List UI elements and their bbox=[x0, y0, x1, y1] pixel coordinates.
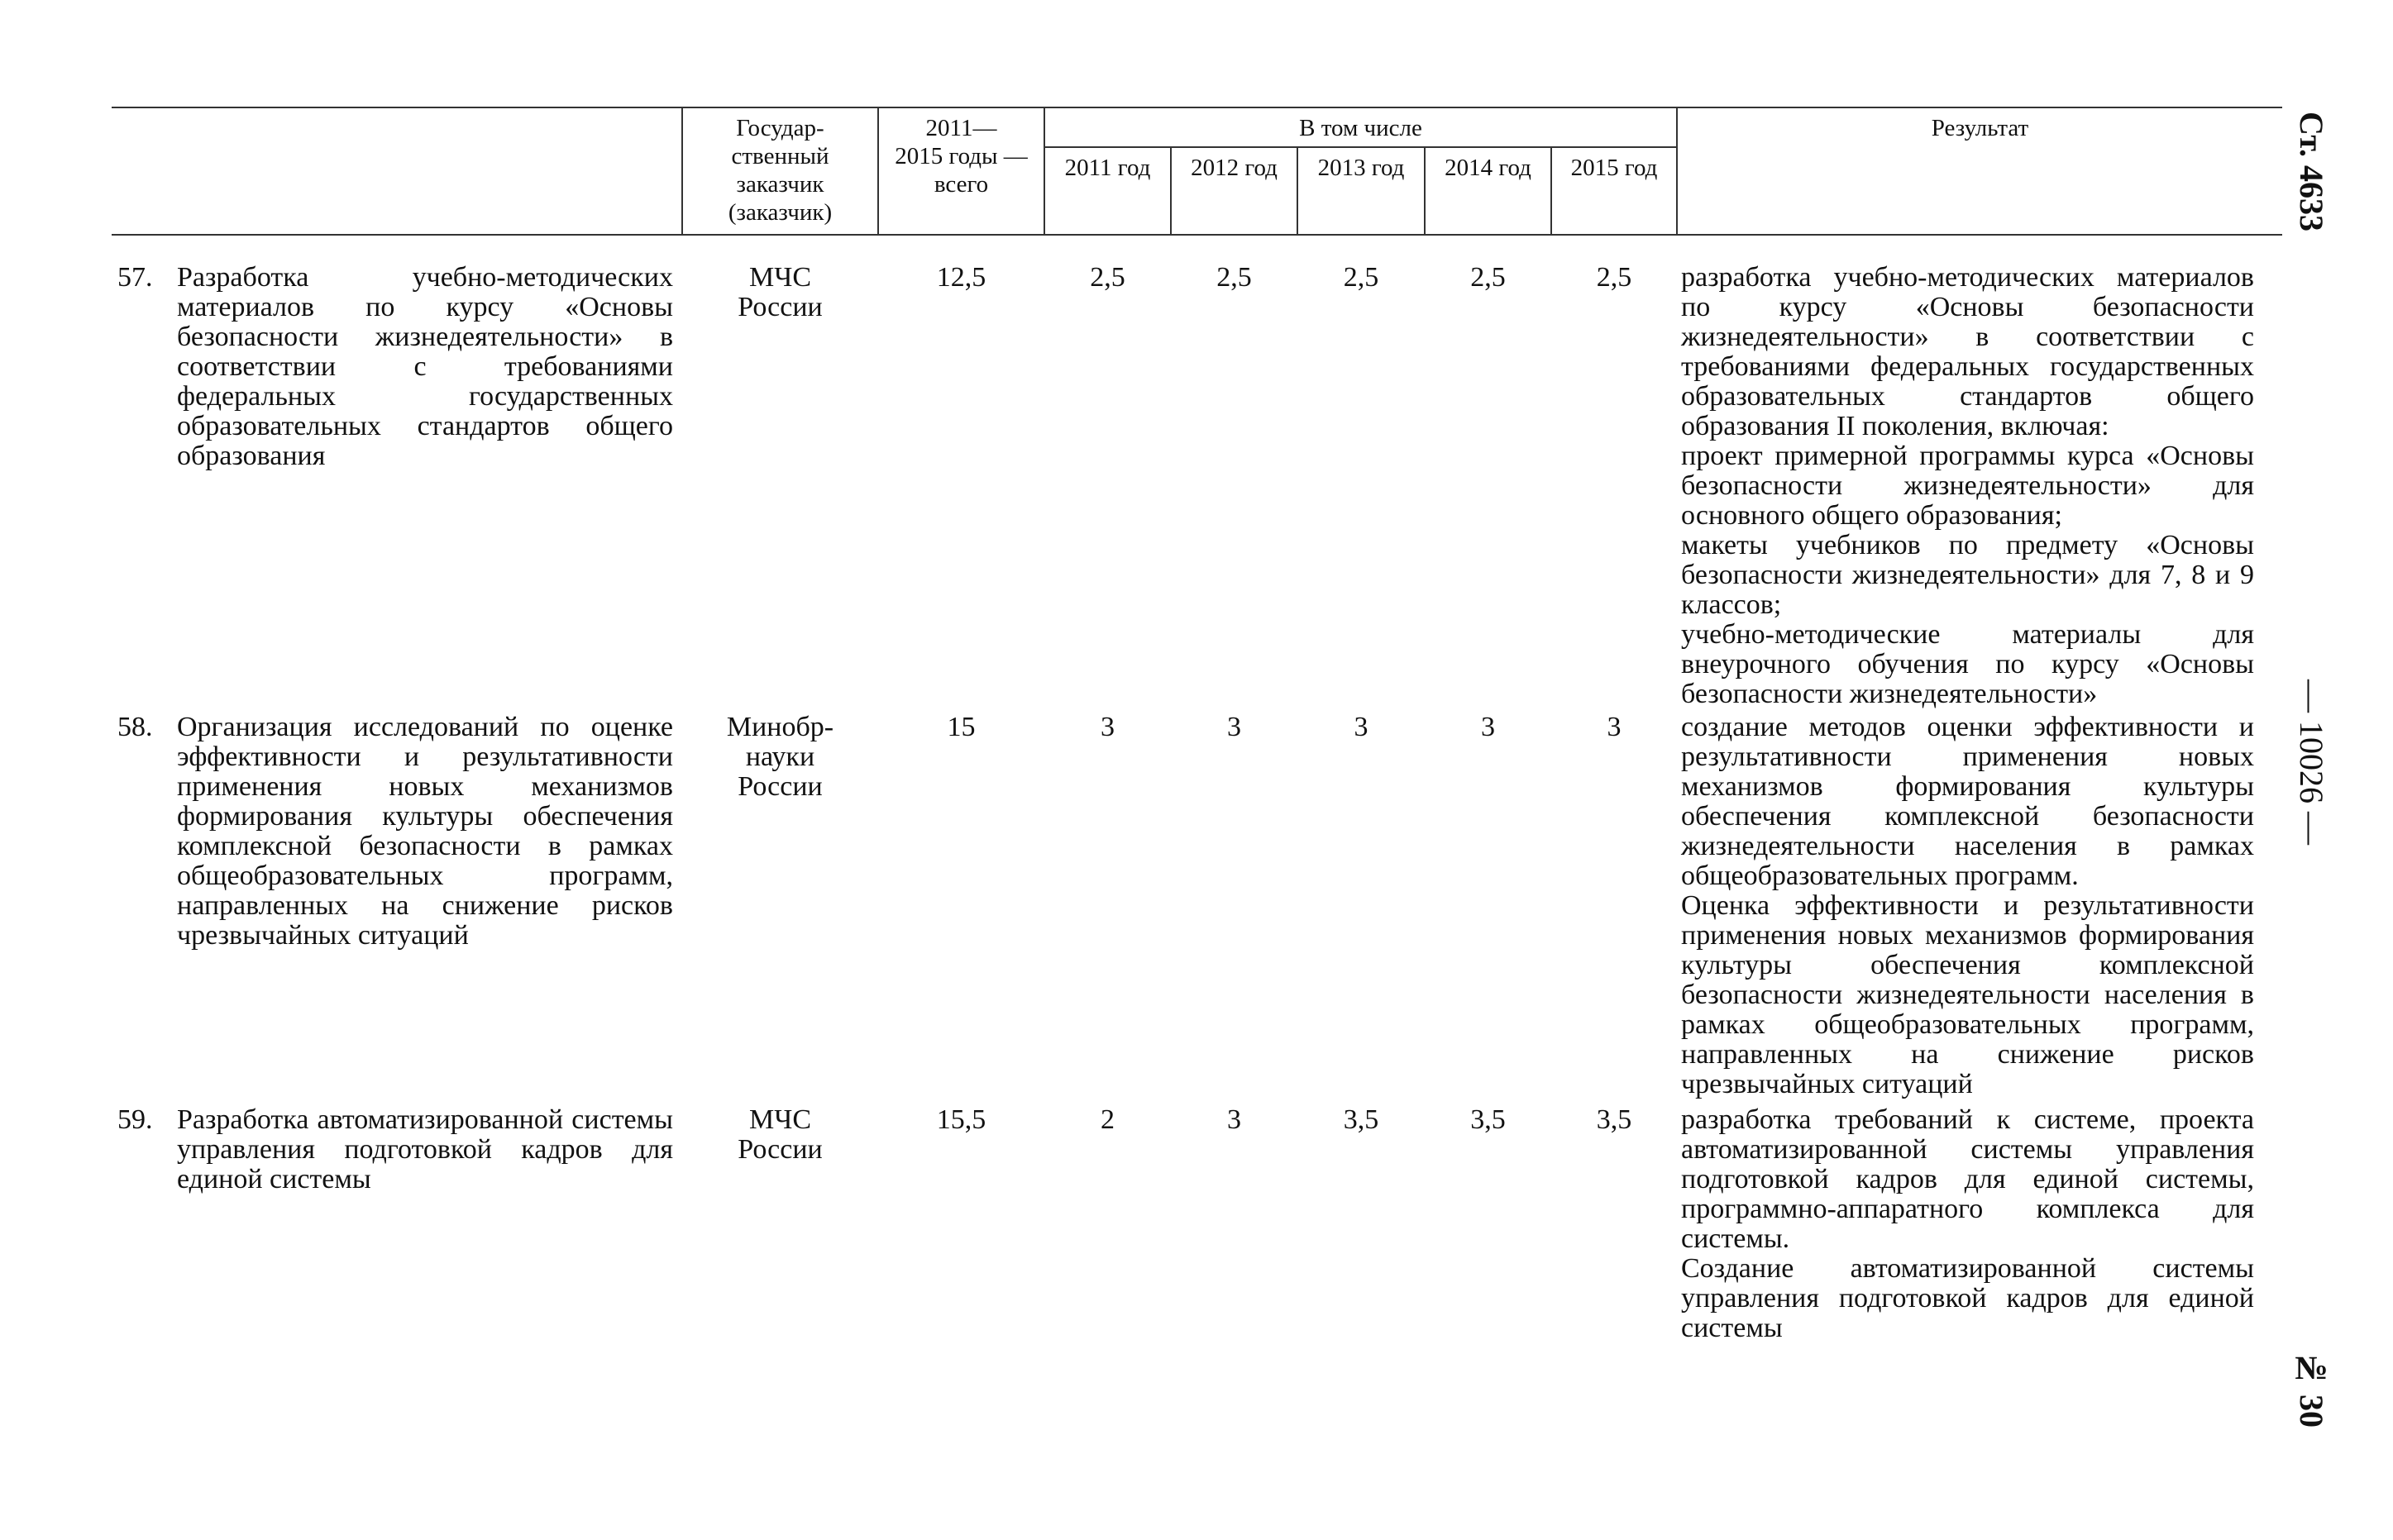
header-customer: Государ- ственный заказчик (заказчик) bbox=[728, 115, 833, 226]
row-58-y2011: 3 bbox=[1101, 712, 1115, 742]
row-58-y2015: 3 bbox=[1607, 712, 1622, 742]
row-57-y2015: 2,5 bbox=[1596, 262, 1632, 293]
row-57-y2012: 2,5 bbox=[1216, 262, 1252, 293]
row-57-customer: МЧС России bbox=[738, 262, 823, 322]
row-59-total: 15,5 bbox=[936, 1104, 986, 1135]
row-58-customer: Минобр- науки России bbox=[726, 712, 834, 802]
row-59-customer: МЧС России bbox=[738, 1104, 823, 1165]
row-57-result-p3: макеты учебников по предмету «Основы безопасности жизнедеятельности» для 7, 8 и 9 классов; bbox=[1681, 530, 2254, 620]
row-58-total: 15 bbox=[947, 712, 976, 742]
table-top-rule bbox=[112, 107, 2282, 108]
row-58-result-p2: Оценка эффективности и результативности применения новых механизмов формирования культуры обеспечения комплексной безопасности жизнедеятельности населения в рамках общеобразовательных программ, направленных на снижение рисков чрезвычайных ситуаций bbox=[1681, 890, 2254, 1099]
row-57-result-p2: проект примерной программы курса «Основы безопасности жизнедеятельности» для основного общего образования; bbox=[1681, 441, 2254, 531]
row-58-description: Организация исследований по оценке эффективности и результативности применения новых механизмов формирования культуры обеспечения комплексной безопасности в рамках общеобразовательных программ, направленных на снижение рисков чрезвычайных ситуаций bbox=[177, 712, 673, 951]
header-year-2015: 2015 год bbox=[1570, 155, 1658, 181]
document-number: — 10026 — bbox=[2293, 679, 2330, 845]
row-58-result bbox=[1681, 713, 2254, 1099]
header-year-2014: 2014 год bbox=[1445, 155, 1531, 181]
row-57-y2011: 2,5 bbox=[1090, 262, 1125, 293]
row-58-y2013: 3 bbox=[1354, 712, 1368, 742]
row-59-y2014: 3,5 bbox=[1470, 1104, 1506, 1135]
issue-number: № 30 bbox=[2293, 1349, 2330, 1428]
row-59-y2012: 3 bbox=[1227, 1104, 1241, 1135]
header-bottom-rule bbox=[112, 234, 2282, 236]
row-57-y2013: 2,5 bbox=[1343, 262, 1379, 293]
row-59-y2011: 2 bbox=[1101, 1104, 1115, 1135]
row-59-y2015: 3,5 bbox=[1596, 1104, 1632, 1135]
row-59-description: Разработка автоматизированной системы управления подготовкой кадров для единой системы bbox=[177, 1104, 673, 1194]
row-59-number: 59. bbox=[117, 1104, 153, 1135]
row-57-total: 12,5 bbox=[936, 262, 986, 293]
row-57-result-p4: учебно-методические материалы для внеурочного обучения по курсу «Основы безопасности жизнедеятельности» bbox=[1681, 619, 2254, 709]
row-57-y2014: 2,5 bbox=[1470, 262, 1506, 293]
header-year-2013: 2013 год bbox=[1317, 155, 1405, 181]
row-58-number: 58. bbox=[117, 712, 153, 742]
row-57-description: Разработка учебно-методических материалов по курсу «Основы безопасности жизнедеятельности» в соответствии с требованиями федеральных государственных образовательных стандартов общего образования bbox=[177, 262, 673, 471]
row-57-result-p1: разработка учебно-методических материалов по курсу «Основы безопасности жизнедеятельности» в соответствии с требованиями федеральных государственных образовательных стандартов общего образования II поколения, включая: bbox=[1681, 262, 2254, 441]
year-header-rule bbox=[1044, 146, 1676, 148]
row-58-y2012: 3 bbox=[1227, 712, 1241, 742]
header-including: В том числе bbox=[1299, 115, 1422, 141]
page-label: Ст. 4633 bbox=[2293, 112, 2330, 231]
row-58-y2014: 3 bbox=[1481, 712, 1495, 742]
row-59-y2013: 3,5 bbox=[1343, 1104, 1379, 1135]
row-57-result bbox=[1681, 263, 2254, 709]
row-59-result bbox=[1681, 1105, 2254, 1343]
header-year-2012: 2012 год bbox=[1191, 155, 1278, 181]
header-total: 2011— 2015 годы — всего bbox=[895, 115, 1028, 198]
row-57-number: 57. bbox=[117, 262, 153, 293]
row-59-result-p2: Создание автоматизированной системы управления подготовкой кадров для единой системы bbox=[1681, 1253, 2254, 1343]
header-year-2011: 2011 год bbox=[1064, 155, 1151, 181]
row-59-result-p1: разработка требований к системе, проекта автоматизированной системы управления подготовкой кадров для единой системы, программно-аппаратного комплекса для системы. bbox=[1681, 1104, 2254, 1254]
row-58-result-p1: создание методов оценки эффективности и результативности применения новых механизмов формирования культуры обеспечения комплексной безопасности жизнедеятельности населения в рамках общеобразовательных программ. bbox=[1681, 712, 2254, 891]
header-result: Результат bbox=[1931, 115, 2029, 141]
